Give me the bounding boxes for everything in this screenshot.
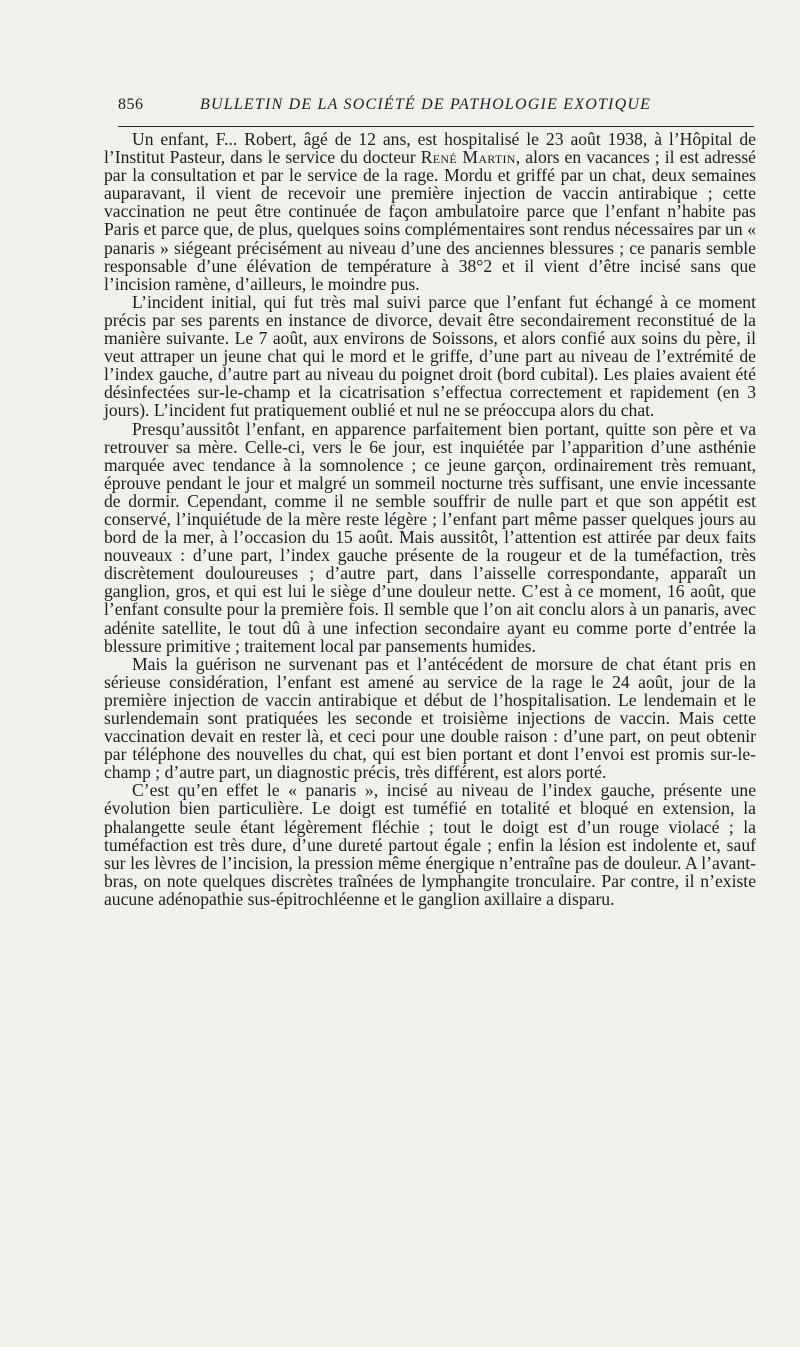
paragraph-1-text-before: Un enfant, F... Robert, âgé de 12 ans, est hospitalisé le 23 août 1938, à l’Hôpital de l’Institut Pasteur, dans le service du docteur xyxy=(104,129,756,168)
paragraph-4: Mais la guérison ne survenant pas et l’antécédent de morsure de chat étant pris en sérieuse considération, l’enfant est amené au service de la rage le 24 août, jour de la première injection de vaccin antirabique et début de l’hospitalisation. Le lendemain et le surlendemain sont pratiquées les seconde et troisième injections de vaccin. Mais cette vaccination devait en rester là, et ceci pour une double raison : d’une part, on peut obtenir par téléphone des nouvelles du chat, qui est bien portant et dont l’envoi est promis sur-le-champ ; d’autre part, un diagnostic précis, très différent, est alors porté. xyxy=(104,653,756,783)
header-rule xyxy=(118,126,754,127)
article-body xyxy=(104,130,756,908)
paragraph-1 xyxy=(104,130,756,293)
paragraph-3: Presqu’aussitôt l’enfant, en apparence parfaitement bien portant, quitte son père et va retrouver sa mère. Celle-ci, vers le 6e jour, est inquiétée par l’apparition d’une asthénie marquée avec tendance à la somnolence ; ce jeune garçon, ordinairement très remuant, éprouve pendant le jour et malgré un sommeil nocturne très suffisant, une envie incessante de dormir. Cependant, comme il ne semble souffrir de nulle part et que son appétit est conservé, l’inquiétude de la mère reste légère ; l’enfant part même passer quelques jours au bord de la mer, à l’occasion du 15 août. Mais aussitôt, l’attention est attirée par deux faits nouveaux : d’une part, l’index gauche présente de la rougeur et de la tuméfaction, très discrètement douloureuses ; d’autre part, dans l’aisselle correspondante, apparaît un ganglion, gros, et qui est lui le siège d’une douleur nette. C’est à ce moment, 16 août, que l’enfant consulte pour la première fois. Il semble que l’on ait conclu alors à un panaris, avec adénite satellite, le tout dû à une infection secondaire ayant eu comme porte d’entrée la blessure primitive ; traitement local par pansements humides. xyxy=(104,418,756,656)
paragraph-1-text-after: , alors en vacances ; il est adressé par la consultation et par le service de la rage. Mordu et griffé par un chat, deux semaines auparavant, il vient de recevoir une première injection de vaccin antirabique ; cette vaccination ne peut être continuée de façon ambulatoire parce que l’enfant n’habite pas Paris et parce que, de plus, quelques soins complémentaires sont rendus nécessaires par un « panaris » siégeant précisément au niveau d’une des anciennes blessures ; ce panaris semble responsable d’une élévation de température à 38°2 et il vient d’être incisé sans que l’incision ramène, d’ailleurs, le moindre pus. xyxy=(104,147,756,294)
running-header xyxy=(118,92,754,120)
page-number: 856 xyxy=(118,96,144,113)
paragraph-2: L’incident initial, qui fut très mal suivi parce que l’enfant fut échangé à ce moment précis par ses parents en instance de divorce, devait être secondairement reconstitué de la manière suivante. Le 7 août, aux environs de Soissons, et alors confié aux soins du père, il veut attraper un jeune chat qui le mord et le griffe, d’une part au niveau de l’extrémité de l’index gauche, d’autre part au niveau du poignet droit (bord cubital). Les plaies avaient été désinfectées sur-le-champ et la cicatrisation s’effectua correctement et rapidement (en 3 jours). L’incident fut pratiquement oublié et nul ne se préoccupa alors du chat. xyxy=(104,291,756,421)
paragraph-5: C’est qu’en effet le « panaris », incisé au niveau de l’index gauche, présente une évolution bien particulière. Le doigt est tuméfié en totalité et bloqué en extension, la phalangette seule étant légèrement fléchie ; tout le doigt est d’un rouge violacé ; la tuméfaction est très dure, d’une dureté partout égale ; enfin la lésion est indolente et, sauf sur les lèvres de l’incision, la pression même énergique n’entraîne pas de douleur. A l’avant-bras, on note quelques discrètes traînées de lymphangite tronculaire. Par contre, il n’existe aucune adénopathie sus-épitrochléenne et le ganglion axillaire a disparu. xyxy=(104,780,756,909)
journal-title: BULLETIN DE LA SOCIÉTÉ DE PATHOLOGIE EXOTIQUE xyxy=(200,96,652,113)
author-name: René Martin xyxy=(420,147,516,168)
